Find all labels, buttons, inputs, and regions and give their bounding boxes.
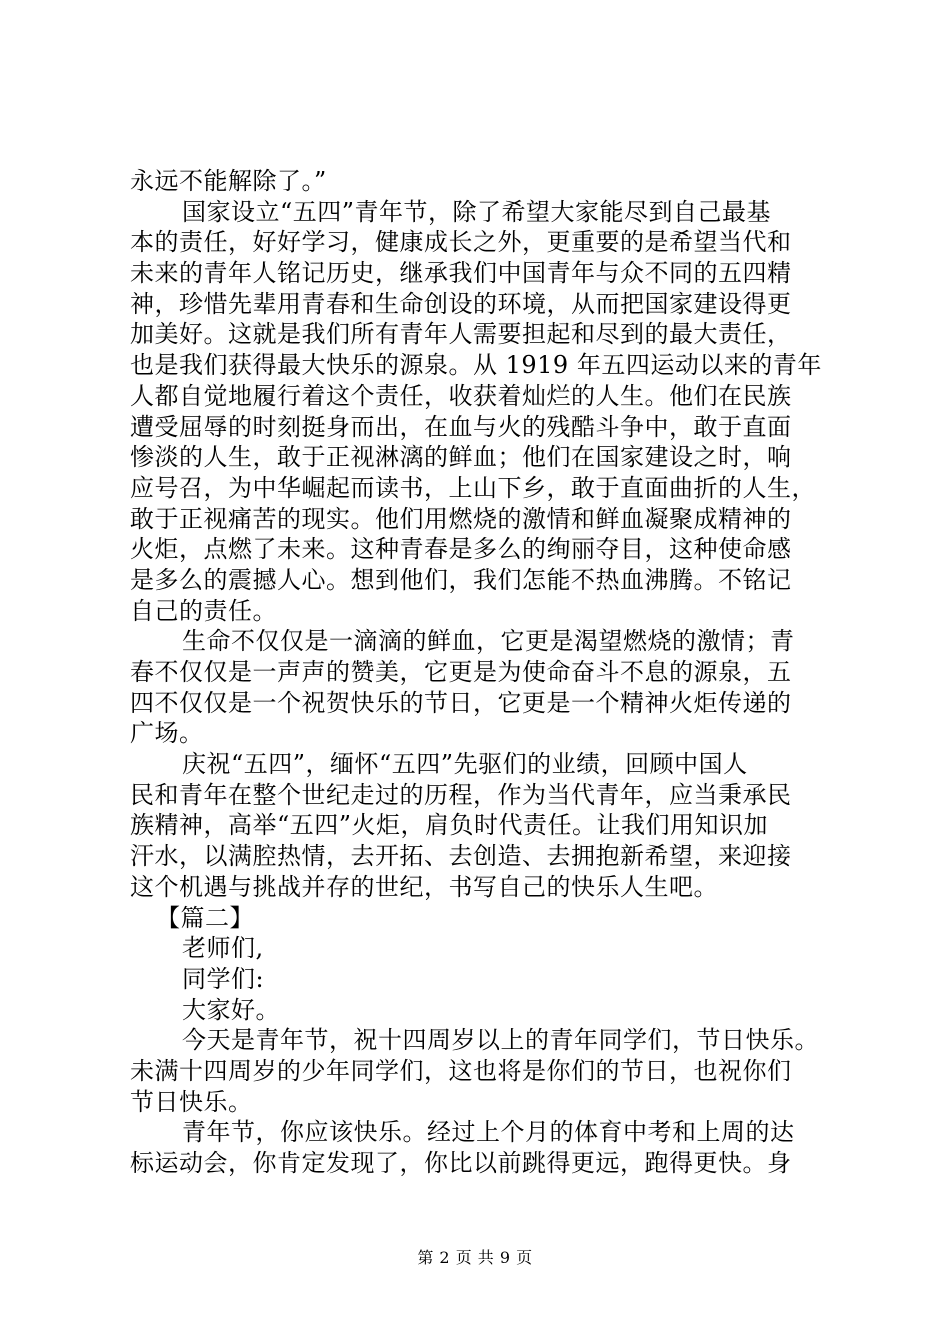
text-line: 【篇二】 xyxy=(156,903,254,932)
text-line: 敢于正视痛苦的现实。他们用燃烧的激情和鲜血凝聚成精神的 xyxy=(130,504,792,533)
text-line: 本的责任，好好学习，健康成长之外，更重要的是希望当代和 xyxy=(130,228,792,257)
text-line: 广场。 xyxy=(130,719,204,748)
text-line: 青年节，你应该快乐。经过上个月的体育中考和上周的达 xyxy=(182,1118,795,1147)
text-line: 未满十四周岁的少年同学们，这也将是你们的节日，也祝你们 xyxy=(130,1056,792,1085)
text-line: 遭受屈辱的时刻挺身而出，在血与火的残酷斗争中，敢于直面 xyxy=(130,412,792,441)
text-line: 自己的责任。 xyxy=(130,596,277,625)
page-footer: 第 2 页 共 9 页 xyxy=(417,1248,533,1267)
text-line: 汗水，以满腔热情，去开拓、去创造、去拥抱新希望，来迎接 xyxy=(130,842,792,871)
text-line: 未来的青年人铭记历史，继承我们中国青年与众不同的五四精 xyxy=(130,259,792,288)
text-line: 大家好。 xyxy=(182,995,280,1024)
text-line: 这个机遇与挑战并存的世纪，书写自己的快乐人生吧。 xyxy=(130,872,718,901)
text-line: 神，珍惜先辈用青春和生命创设的环境，从而把国家建设得更 xyxy=(130,289,792,318)
text-line: 春不仅仅是一声声的赞美，它更是为使命奋斗不息的源泉，五 xyxy=(130,658,792,686)
text-line: 族精神，高举“五四”火炬，肩负时代责任。让我们用知识加 xyxy=(130,811,769,840)
document-body xyxy=(130,166,852,1179)
text-line: 老师们, xyxy=(182,934,264,963)
text-line: 人都自觉地履行着这个责任，收获着灿烂的人生。他们在民族 xyxy=(130,381,792,410)
text-line: 加美好。这就是我们所有青年人需要担起和尽到的最大责任， xyxy=(130,320,792,349)
text-line: 火炬，点燃了未来。这种青春是多么的绚丽夺目，这种使命感 xyxy=(130,535,792,564)
text-line: 今天是青年节，祝十四周岁以上的青年同学们，节日快乐。 xyxy=(182,1026,819,1055)
text-line: 节日快乐。 xyxy=(130,1087,253,1116)
text-line: 应号召，为中华崛起而读书，上山下乡，敢于直面曲折的人生， xyxy=(130,473,816,502)
text-line: 标运动会，你肯定发现了，你比以前跳得更远，跑得更快。身 xyxy=(130,1149,792,1177)
text-line: 庆祝“五四”，缅怀“五四”先驱们的业绩，回顾中国人 xyxy=(182,750,748,779)
text-line: 永远不能解除了。” xyxy=(130,167,327,195)
text-line: 四不仅仅是一个祝贺快乐的节日，它更是一个精神火炬传递的 xyxy=(130,688,792,717)
text-line: 国家设立“五四”青年节，除了希望大家能尽到自己最基 xyxy=(182,197,772,226)
text-line: 民和青年在整个世纪走过的历程，作为当代青年，应当秉承民 xyxy=(130,780,792,809)
text-line: 也是我们获得最大快乐的源泉。从 1919 年五四运动以来的青年 xyxy=(130,351,822,380)
text-line: 同学们: xyxy=(182,964,265,993)
text-line: 生命不仅仅是一滴滴的鲜血，它更是渴望燃烧的激情；青 xyxy=(182,627,795,656)
text-line: 惨淡的人生，敢于正视淋漓的鲜血；他们在国家建设之时，响 xyxy=(130,443,792,472)
text-line: 是多么的震撼人心。想到他们，我们怎能不热血沸腾。不铭记 xyxy=(130,565,792,594)
